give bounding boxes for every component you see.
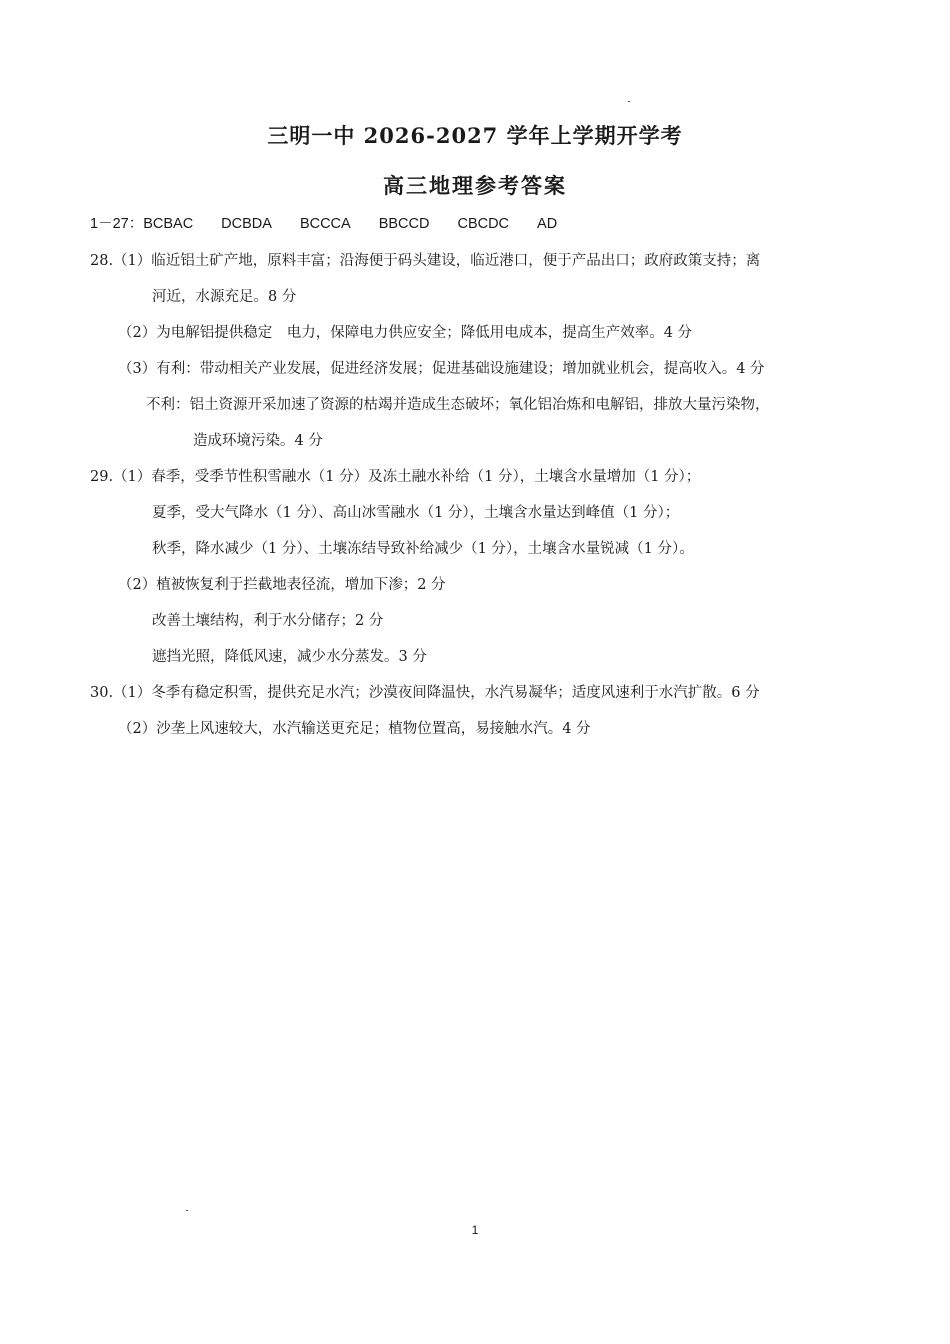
q28-part3-cont2: 造成环境污染。4 分 [193, 433, 323, 449]
page-number: 1 [471, 1223, 479, 1237]
mcq-group: BBCCD [378, 216, 430, 232]
page-subtitle: 高三地理参考答案 [383, 173, 567, 198]
scan-speck [186, 1210, 188, 1211]
q29-part1: 29.（1）春季，受季节性积雪融水（1 分）及冻土融水补给（1 分），土壤含水量增加（1 分）； [90, 469, 701, 485]
q29-part1-autumn: 秋季，降水减少（1 分）、土壤冻结导致补给减少（1 分），土壤含水量锐减（1 分）。 [152, 541, 694, 557]
q28-part2: （2）为电解铝提供稳定 电力，保障电力供应安全；降低用电成本，提高生产效率。4 分 [118, 325, 693, 341]
mcq-group: DCBDA [221, 216, 272, 232]
mcq-group: AD [537, 216, 558, 232]
mcq-group: CBCDC [457, 216, 510, 232]
q29-part1-summer: 夏季，受大气降水（1 分）、高山冰雪融水（1 分），土壤含水量达到峰值（1 分）； [152, 505, 680, 521]
mcq-answers [90, 214, 585, 234]
q28-part3: （3）有利：带动相关产业发展，促进经济发展；促进基础设施建设；增加就业机会，提高收入。4 分 [118, 361, 765, 377]
q28-part3-cont: 不利：铝土资源开采加速了资源的枯竭并造成生态破坏；氧化铝冶炼和电解铝，排放大量污染物， [146, 397, 770, 413]
mcq-label: 1－27： [90, 216, 144, 232]
mcq-group: BCCCA [299, 216, 351, 232]
q30-part2: （2）沙垄上风速较大，水汽输送更充足；植物位置高，易接触水汽。4 分 [118, 721, 591, 737]
page-title: 三明一中 2026-2027 学年上学期开学考 [267, 123, 683, 148]
q29-part2-cont2: 遮挡光照，降低风速，减少水分蒸发。3 分 [152, 649, 427, 665]
mcq-group: BCBAC [143, 216, 194, 232]
q30-part1: 30.（1）冬季有稳定积雪，提供充足水汽；沙漠夜间降温快，水汽易凝华；适度风速利于水汽扩散。6 分 [90, 685, 760, 701]
q28-part1-cont: 河近，水源充足。8 分 [152, 289, 297, 305]
q28-part1: 28.（1）临近铝土矿产地，原料丰富；沿海便于码头建设，临近港口，便于产品出口；政府政策支持；离 [90, 253, 761, 269]
q29-part2-cont: 改善土壤结构，利于水分储存；2 分 [152, 613, 384, 629]
scan-speck [628, 101, 630, 102]
q29-part2: （2）植被恢复利于拦截地表径流，增加下渗；2 分 [118, 577, 446, 593]
